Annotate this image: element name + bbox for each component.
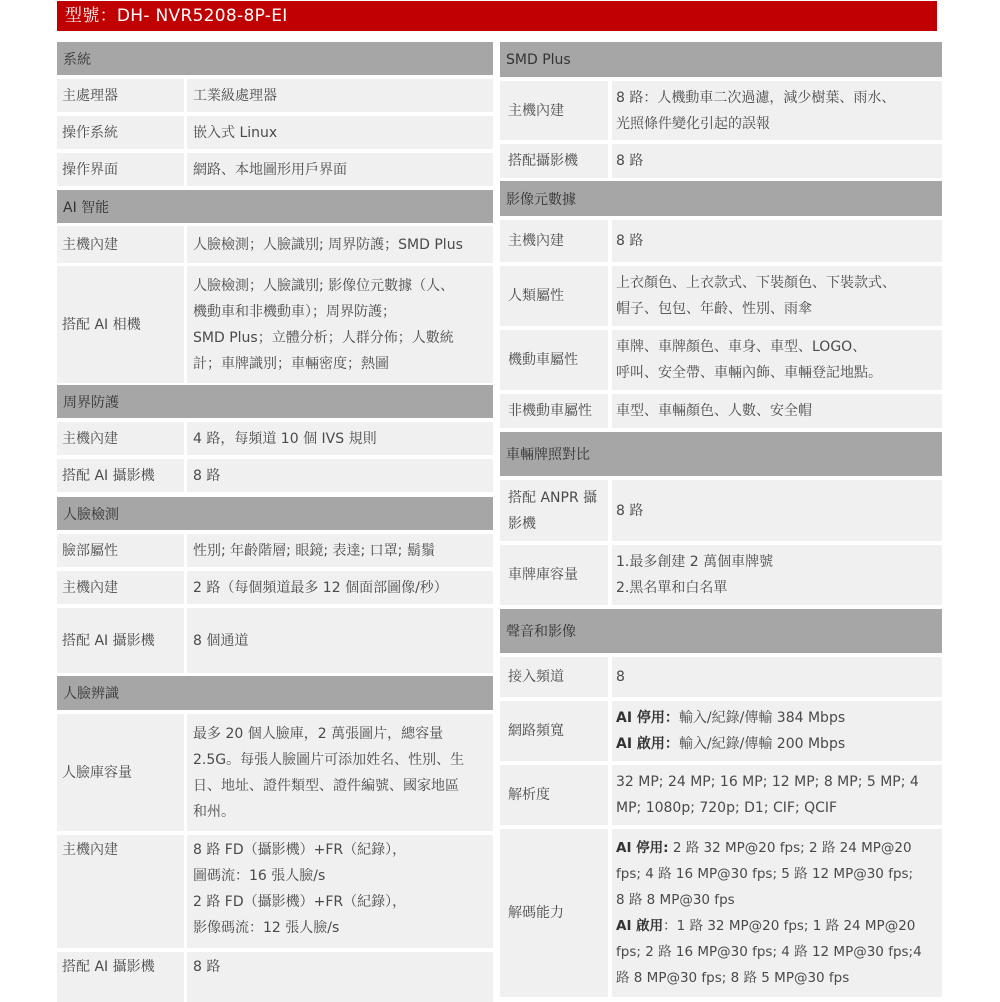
table-row xyxy=(500,545,942,605)
row-label: 搭配攝影機 xyxy=(500,144,608,178)
value-line: 8 路：人機動車二次過濾，減少樹葉、雨水、 xyxy=(616,89,896,106)
row-value: 8 路 xyxy=(187,952,493,1002)
section-title: SMD Plus xyxy=(506,51,571,68)
table-row xyxy=(57,226,493,263)
section-header-audio-video xyxy=(500,609,942,653)
table-row xyxy=(500,220,942,262)
value-line: 呼叫、安全帶、車輛內飾、車輛登記地點。 xyxy=(616,365,882,381)
value-line: 2.5G。每張人臉圖片可添加姓名、性別、生 xyxy=(193,751,465,768)
value-line: 圖碼流：16 張人臉/s xyxy=(193,868,326,884)
section-title: 車輛牌照對比 xyxy=(506,447,590,463)
table-row xyxy=(500,480,942,541)
value-text: 8 路 8 MP@30 fps xyxy=(616,892,735,908)
table-row xyxy=(500,765,942,825)
value-text: 輸入/紀錄/傳輸 200 Mbps xyxy=(678,736,846,752)
value-line: 1.最多創建 2 萬個車牌號 xyxy=(616,554,774,570)
label-line: 影機 xyxy=(508,515,536,532)
value-line: 人臉檢測；人臉識別; 影像位元數據（人、 xyxy=(193,277,455,294)
value-line: 車牌、車牌顏色、車身、車型、LOGO、 xyxy=(616,339,867,355)
row-value xyxy=(187,266,493,383)
row-label: 主機內建 xyxy=(57,422,184,455)
section-header-smd xyxy=(500,42,942,77)
value-text: 路 8 MP@30 fps; 8 路 5 MP@30 fps xyxy=(616,970,850,986)
section-header-face-recognition xyxy=(57,676,493,710)
section-title: 影像元數據 xyxy=(506,191,576,208)
value-line xyxy=(616,913,922,939)
table-row xyxy=(500,701,942,761)
row-label: 主機內建 xyxy=(57,571,184,604)
row-value: 8 路 xyxy=(612,480,942,541)
value-line xyxy=(616,705,845,731)
value-line xyxy=(616,887,922,913)
row-label: 解析度 xyxy=(500,765,608,825)
row-label: 操作界面 xyxy=(57,153,184,186)
table-row xyxy=(500,330,942,390)
section-title: AI 智能 xyxy=(63,199,110,216)
row-label: 主機內建 xyxy=(500,81,608,140)
row-value: 8 路 xyxy=(612,220,942,262)
model-title: 型號：DH- NVR5208-8P-EI xyxy=(65,6,288,26)
section-header-anpr xyxy=(500,432,942,476)
section-header-ai xyxy=(57,190,493,223)
row-label: 接入頻道 xyxy=(500,657,608,697)
row-value xyxy=(612,545,942,605)
row-value: 車型、車輛顏色、人數、安全帽 xyxy=(612,394,942,428)
section-header-face-detection xyxy=(57,497,493,530)
section-title: 周界防護 xyxy=(63,394,119,411)
row-label: 車牌庫容量 xyxy=(500,545,608,605)
table-row xyxy=(57,116,493,149)
value-line xyxy=(616,835,922,861)
table-row xyxy=(57,534,493,567)
value-line xyxy=(616,939,922,965)
row-value: 人臉檢測；人臉識別; 周界防護；SMD Plus xyxy=(187,226,493,263)
value-line: SMD Plus；立體分析；人群分佈；人數統 xyxy=(193,329,454,346)
row-label: 搭配 AI 攝影機 xyxy=(57,952,184,1002)
value-line: 最多 20 個人臉庫，2 萬張圖片，總容量 xyxy=(193,725,444,742)
value-line: 影像碼流：12 張人臉/s xyxy=(193,920,340,936)
table-row xyxy=(500,81,942,140)
section-title: 人臉辨識 xyxy=(63,686,119,702)
row-label: 搭配 AI 攝影機 xyxy=(57,608,184,673)
table-row xyxy=(57,79,493,112)
value-text: 2 路 32 MP@20 fps; 2 路 24 MP@20 xyxy=(668,840,912,856)
table-row xyxy=(57,459,493,492)
value-line xyxy=(616,861,922,887)
value-text: fps; 4 路 16 MP@30 fps; 5 路 12 MP@30 fps; xyxy=(616,866,914,882)
value-text: 輸入/紀錄/傳輸 384 Mbps xyxy=(678,710,846,726)
value-line: 2 路 FD（攝影機）+FR（紀錄）， xyxy=(193,894,407,910)
section-title: 系統 xyxy=(63,51,91,68)
label-line: 搭配 ANPR 攝 xyxy=(508,489,598,506)
table-row xyxy=(57,266,493,383)
row-value: 8 xyxy=(612,657,942,697)
table-row xyxy=(500,144,942,178)
table-row xyxy=(500,829,942,997)
section-header-system xyxy=(57,42,493,75)
table-row xyxy=(57,422,493,455)
table-row xyxy=(500,657,942,697)
value-line: 計；車牌識別；車輛密度；熱圖 xyxy=(193,355,389,372)
value-line: MP; 1080p; 720p; D1; CIF; QCIF xyxy=(616,800,838,816)
section-title: 人臉檢測 xyxy=(63,506,119,523)
row-label: 機動車屬性 xyxy=(500,330,608,390)
table-row xyxy=(57,952,493,1002)
value-line xyxy=(616,965,922,991)
row-label: 人類屬性 xyxy=(500,266,608,326)
value-line: 帽子、包包、年齡、性別、雨傘 xyxy=(616,301,812,317)
row-value xyxy=(612,330,942,390)
table-row xyxy=(57,714,493,831)
row-value xyxy=(612,765,942,825)
row-label: 搭配 AI 相機 xyxy=(57,266,184,383)
table-row xyxy=(57,835,493,948)
row-label: 主機內建 xyxy=(57,835,184,948)
row-label: 非機動車屬性 xyxy=(500,394,608,428)
row-value: 2 路（每個頻道最多 12 個面部圖像/秒） xyxy=(187,571,493,604)
row-label: 操作系統 xyxy=(57,116,184,149)
row-value xyxy=(187,714,493,831)
row-value xyxy=(612,829,942,997)
row-label: 搭配 AI 攝影機 xyxy=(57,459,184,492)
bold-label: AI 啟用： xyxy=(616,736,679,752)
row-value: 8 路 xyxy=(612,144,942,178)
row-value: 4 路，每頻道 10 個 IVS 規則 xyxy=(187,422,493,455)
table-row xyxy=(57,153,493,186)
row-label: 主處理器 xyxy=(57,79,184,112)
value-line: 日、地址、證件類型、證件編號、國家地區 xyxy=(193,777,459,794)
value-text: fps; 2 路 16 MP@30 fps; 4 路 12 MP@30 fps;4 xyxy=(616,944,922,960)
value-line: 8 路 FD（攝影機）+FR（紀錄）， xyxy=(193,842,407,858)
row-value: 網路、本地圖形用戶界面 xyxy=(187,153,493,186)
bold-label: AI 啟用 xyxy=(616,918,664,934)
row-label: 解碼能力 xyxy=(500,829,608,997)
row-value: 嵌入式 Linux xyxy=(187,116,493,149)
row-label: 網路頻寬 xyxy=(500,701,608,761)
table-row xyxy=(57,571,493,604)
value-line: 上衣顏色、上衣款式、下裝顏色、下裝款式、 xyxy=(616,275,896,291)
value-line: 光照條件變化引起的誤報 xyxy=(616,115,770,132)
row-value xyxy=(187,835,493,948)
row-label: 人臉庫容量 xyxy=(57,714,184,831)
row-value xyxy=(612,266,942,326)
value-text: ：1 路 32 MP@20 fps; 1 路 24 MP@20 xyxy=(663,918,916,934)
value-line: 機動車和非機動車）；周界防護； xyxy=(193,303,396,320)
value-line: 和州。 xyxy=(193,803,235,820)
section-header-metadata xyxy=(500,181,942,216)
section-header-perimeter xyxy=(57,385,493,418)
row-label xyxy=(500,480,608,541)
bold-label: AI 停用： xyxy=(616,710,679,726)
row-value: 工業級處理器 xyxy=(187,79,493,112)
value-line: 32 MP; 24 MP; 16 MP; 12 MP; 8 MP; 5 MP; 4 xyxy=(616,774,919,790)
row-label: 主機內建 xyxy=(500,220,608,262)
table-row xyxy=(500,266,942,326)
row-value xyxy=(612,701,942,761)
table-row xyxy=(57,608,493,673)
row-value: 8 路 xyxy=(187,459,493,492)
row-label: 臉部屬性 xyxy=(57,534,184,567)
model-title-bar xyxy=(57,1,937,31)
section-title: 聲音和影像 xyxy=(506,624,576,640)
value-line xyxy=(616,731,845,757)
bold-label: AI 停用: xyxy=(616,840,669,856)
value-line: 2.黑名單和白名單 xyxy=(616,580,728,596)
table-row xyxy=(500,394,942,428)
row-value: 性別; 年齡階層; 眼鏡; 表達; 口罩; 鬍鬚 xyxy=(187,534,493,567)
row-value: 8 個通道 xyxy=(187,608,493,673)
row-label: 主機內建 xyxy=(57,226,184,263)
row-value xyxy=(612,81,942,140)
